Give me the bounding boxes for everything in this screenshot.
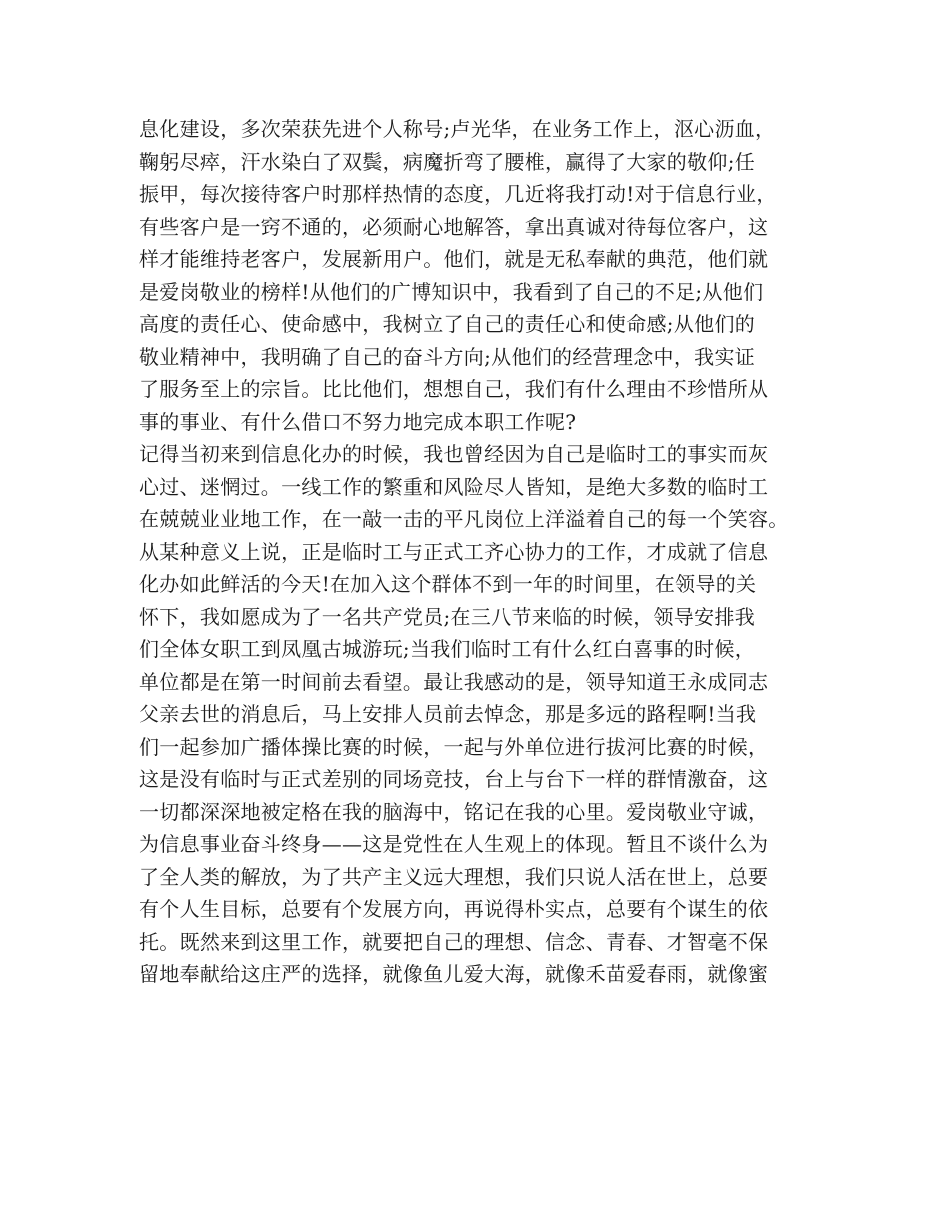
text-line: 是爱岗敬业的榜样!从他们的广博知识中，我看到了自己的不足;从他们 xyxy=(139,279,764,304)
body-text xyxy=(139,113,829,991)
text-line: 们一起参加广播体操比赛的时候，一起与外单位进行拔河比赛的时候， xyxy=(139,734,769,759)
text-line: 高度的责任心、使命感中，我树立了自己的责任心和使命感;从他们的 xyxy=(139,312,756,336)
text-line: 记得当初来到信息化办的时候，我也曾经因为自己是临时工的事实而灰 xyxy=(139,442,769,466)
text-line: 托。既然来到这里工作，就要把自己的理想、信念、青春、才智毫不保 xyxy=(139,929,769,954)
text-line: 了全人类的解放，为了共产主义远大理想，我们只说人活在世上，总要 xyxy=(139,864,769,889)
text-line: 有个人生目标，总要有个发展方向，再说得朴实点，总要有个谋生的依 xyxy=(139,897,769,921)
text-line: 样才能维持老客户，发展新用户。他们，就是无私奉献的典范，他们就 xyxy=(139,247,769,271)
text-line: 单位都是在第一时间前去看望。最让我感动的是，领导知道王永成同志 xyxy=(139,669,769,694)
text-line: 留地奉献给这庄严的选择，就像鱼儿爱大海，就像禾苗爱春雨，就像蜜 xyxy=(139,962,769,986)
text-line: 这是没有临时与正式差别的同场竞技，台上与台下一样的群情激奋，这 xyxy=(139,767,769,791)
text-line: 从某种意义上说，正是临时工与正式工齐心协力的工作，才成就了信息 xyxy=(139,539,769,564)
text-line: 父亲去世的消息后，马上安排人员前去悼念，那是多远的路程啊!当我 xyxy=(139,702,757,726)
text-line: 事的事业、有什么借口不努力地完成本职工作呢? xyxy=(139,409,577,434)
text-line: 了服务至上的宗旨。比比他们，想想自己，我们有什么理由不珍惜所从 xyxy=(139,377,769,401)
text-line: 在兢兢业业地工作，在一敲一击的平凡岗位上洋溢着自己的每一个笑容。 xyxy=(139,507,789,531)
text-line: 鞠躬尽瘁，汗水染白了双鬓，病魔折弯了腰椎，赢得了大家的敬仰;任 xyxy=(139,149,756,174)
text-line: 振甲，每次接待客户时那样热情的态度，几近将我打动!对于信息行业， xyxy=(139,182,777,206)
text-line: 化办如此鲜活的今天!在加入这个群体不到一年的时间里，在领导的关 xyxy=(139,572,757,596)
text-line: 敬业精神中，我明确了自己的奋斗方向;从他们的经营理念中，我实证 xyxy=(139,344,756,369)
text-line: 怀下，我如愿成为了一名共产党员;在三八节来临的时候，领导安排我 xyxy=(139,604,756,629)
text-line: 一切都深深地被定格在我的脑海中，铭记在我的心里。爱岗敬业守诚， xyxy=(139,799,769,824)
text-line: 为信息事业奋斗终身——这是党性在人生观上的体现。暂且不谈什么为 xyxy=(139,832,769,856)
text-line: 们全体女职工到凤凰古城游玩;当我们临时工有什么红白喜事的时候， xyxy=(139,637,756,661)
text-line: 有些客户是一窍不通的，必须耐心地解答，拿出真诚对待每位客户，这 xyxy=(139,214,769,239)
text-line: 息化建设，多次荣获先进个人称号;卢光华，在业务工作上，沤心沥血， xyxy=(139,117,776,141)
text-line: 心过、迷惘过。一线工作的繁重和风险尽人皆知，是绝大多数的临时工 xyxy=(139,474,769,499)
